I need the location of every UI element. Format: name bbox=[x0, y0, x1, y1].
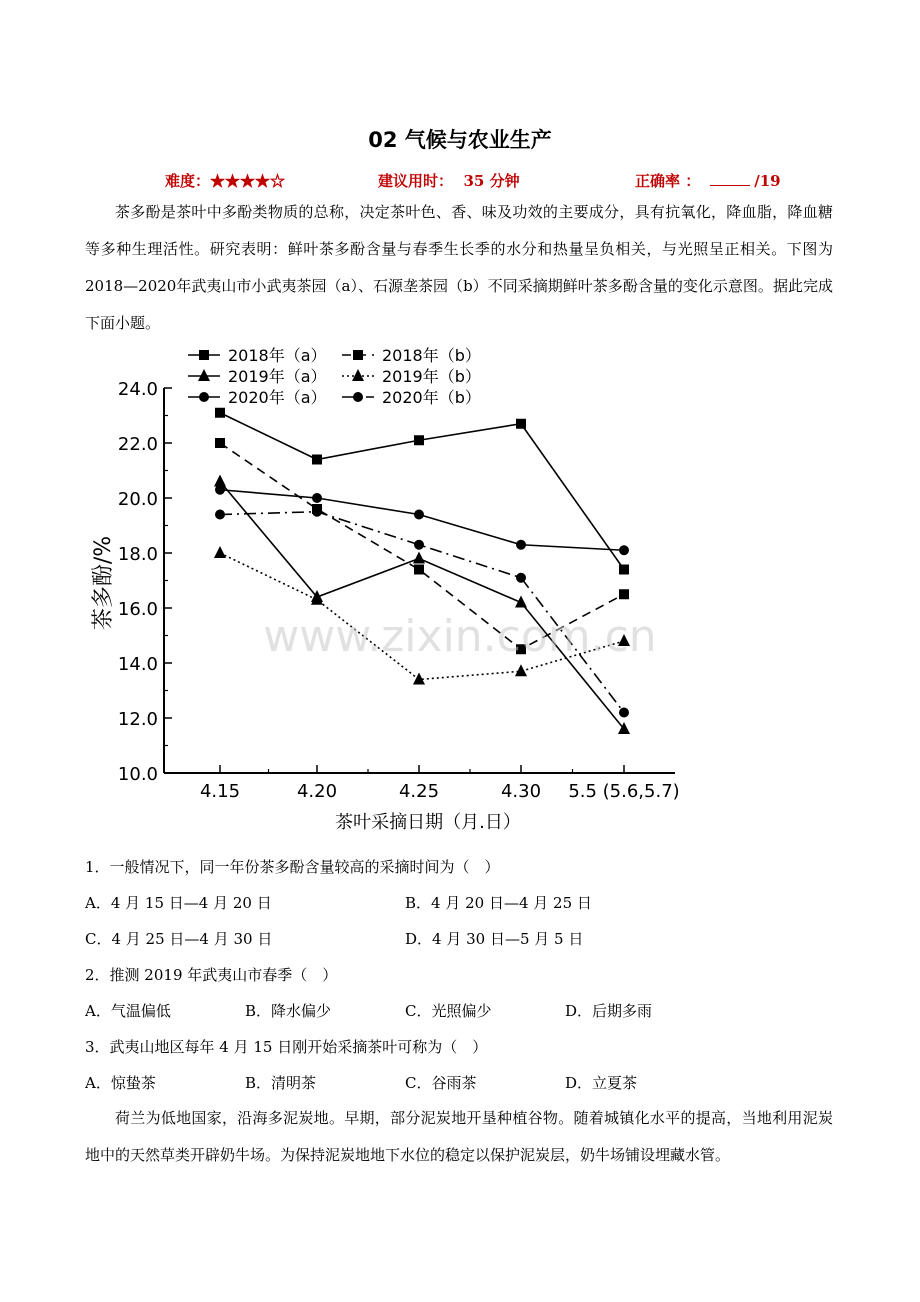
question-1-option-a[interactable]: A．4 月 15 日—4 月 20 日 bbox=[85, 894, 272, 912]
y-tick-label: 14.0 bbox=[117, 654, 158, 675]
data-point-square bbox=[199, 350, 209, 360]
data-point-triangle bbox=[214, 475, 226, 487]
data-point-circle bbox=[414, 510, 424, 520]
chart-axes bbox=[118, 379, 680, 802]
y-tick-label: 16.0 bbox=[117, 599, 158, 620]
difficulty-rating bbox=[165, 170, 285, 191]
x-tick-label: 4.15 bbox=[199, 781, 241, 802]
question-3-option-b[interactable]: B．清明茶 bbox=[245, 1074, 317, 1092]
accuracy bbox=[635, 170, 781, 191]
question-1-option-d[interactable]: D．4 月 30 日—5 月 5 日 bbox=[405, 930, 584, 948]
x-tick-label: 5.5 (5.6,5.7) bbox=[568, 781, 680, 802]
intro-text: 茶多酚是茶叶中多酚类物质的总称，决定茶叶色、香、味及功效的主要成分，具有抗氧化，降血脂，降血糖等多种生理活性。研究表明：鲜叶茶多酚含量与春季生长季的水分和热量呈负相关，与光照呈正相关。下图为2018—2020年武夷山市小武夷茶园（a）、石源垄茶园（b）不同采摘期鲜叶茶多酚含量的变化示意图。据此完成下面小题。 bbox=[85, 203, 833, 332]
question-3-option-c[interactable]: C．谷雨茶 bbox=[405, 1074, 477, 1092]
question-2-option-a[interactable]: A．气温偏低 bbox=[85, 1002, 171, 1020]
data-point-circle bbox=[619, 708, 629, 718]
accuracy-label: 正确率 ： bbox=[635, 172, 701, 190]
question-2-option-c[interactable]: C．光照偏少 bbox=[405, 1002, 492, 1020]
question-2-stem: 2．推测 2019 年武夷山市春季（ ） bbox=[85, 966, 338, 984]
question-3-option-a[interactable]: A．惊蛰茶 bbox=[85, 1074, 156, 1092]
question-2-option-b[interactable]: B．降水偏少 bbox=[245, 1002, 332, 1020]
chart-legend bbox=[188, 346, 481, 407]
data-point-circle bbox=[414, 540, 424, 550]
accuracy-blank[interactable] bbox=[710, 171, 750, 186]
x-tick-label: 4.20 bbox=[296, 781, 338, 802]
data-point-triangle bbox=[198, 369, 210, 381]
data-point-circle bbox=[312, 507, 322, 517]
time-label: 建议用时： bbox=[378, 172, 454, 190]
question-1-option-b[interactable]: B．4 月 20 日—4 月 25 日 bbox=[405, 894, 592, 912]
data-point-triangle bbox=[214, 546, 226, 558]
outro-text: 荷兰为低地国家，沿海多泥炭地。早期，部分泥炭地开垦种植谷物。随着城镇化水平的提高，当地利用泥炭地中的天然草类开辟奶牛场。为保持泥炭地地下水位的稳定以保护泥炭层，奶牛场铺设埋藏水管。 bbox=[85, 1109, 833, 1164]
data-point-square bbox=[414, 565, 424, 575]
tea-polyphenol-chart bbox=[80, 338, 720, 838]
legend-label: 2018年（a） bbox=[228, 346, 327, 365]
x-tick-label: 4.25 bbox=[398, 781, 440, 802]
y-tick-label: 22.0 bbox=[117, 434, 158, 455]
x-tick-label: 4.30 bbox=[500, 781, 542, 802]
y-tick-label: 20.0 bbox=[117, 489, 158, 510]
outro-paragraph bbox=[85, 1100, 833, 1174]
data-point-triangle bbox=[515, 664, 527, 676]
question-1-stem: 1．一般情况下，同一年份茶多酚含量较高的采摘时间为（ ） bbox=[85, 858, 500, 876]
data-point-square bbox=[353, 350, 363, 360]
legend-label: 2020年（b） bbox=[382, 388, 481, 407]
chart-series bbox=[214, 408, 630, 734]
data-point-circle bbox=[312, 493, 322, 503]
data-point-square bbox=[619, 565, 629, 575]
data-point-square bbox=[516, 419, 526, 429]
question-3-option-d[interactable]: D．立夏茶 bbox=[565, 1074, 638, 1092]
question-1-option-c[interactable]: C．4 月 25 日—4 月 30 日 bbox=[85, 930, 273, 948]
data-point-circle bbox=[516, 573, 526, 583]
data-point-circle bbox=[215, 510, 225, 520]
data-point-circle bbox=[516, 540, 526, 550]
watermark: www.zixin.com.cn bbox=[263, 611, 657, 662]
data-point-square bbox=[414, 435, 424, 445]
data-point-circle bbox=[215, 485, 225, 495]
legend-label: 2020年（a） bbox=[228, 388, 327, 407]
data-point-circle bbox=[199, 392, 209, 402]
x-axis-label: 茶叶采摘日期（月.日） bbox=[335, 812, 521, 833]
time-value: 35 分钟 bbox=[463, 172, 520, 190]
y-tick-label: 12.0 bbox=[117, 709, 158, 730]
data-point-circle bbox=[619, 545, 629, 555]
difficulty-label: 难度： bbox=[165, 172, 211, 190]
question-2-option-d[interactable]: D．后期多雨 bbox=[565, 1002, 653, 1020]
difficulty-stars: ★★★★☆ bbox=[210, 172, 286, 190]
suggested-time bbox=[378, 170, 520, 191]
y-tick-label: 24.0 bbox=[117, 379, 158, 400]
data-point-circle bbox=[353, 392, 363, 402]
data-point-square bbox=[619, 589, 629, 599]
legend-label: 2019年（a） bbox=[228, 367, 327, 386]
data-point-square bbox=[215, 438, 225, 448]
data-point-triangle bbox=[413, 552, 425, 564]
data-point-square bbox=[312, 455, 322, 465]
legend-label: 2019年（b） bbox=[382, 367, 481, 386]
question-3-stem: 3．武夷山地区每年 4 月 15 日刚开始采摘茶叶可称为（ ） bbox=[85, 1038, 488, 1056]
y-tick-label: 10.0 bbox=[117, 764, 158, 785]
data-point-triangle bbox=[352, 369, 364, 381]
series-line bbox=[220, 482, 624, 730]
intro-paragraph bbox=[85, 194, 833, 342]
data-point-square bbox=[215, 408, 225, 418]
y-axis-label: 茶多酚/% bbox=[91, 535, 116, 631]
page-title: 02 气候与农业生产 bbox=[368, 128, 552, 152]
y-tick-label: 18.0 bbox=[117, 544, 158, 565]
legend-label: 2018年（b） bbox=[382, 346, 481, 365]
accuracy-total: /19 bbox=[754, 172, 781, 190]
